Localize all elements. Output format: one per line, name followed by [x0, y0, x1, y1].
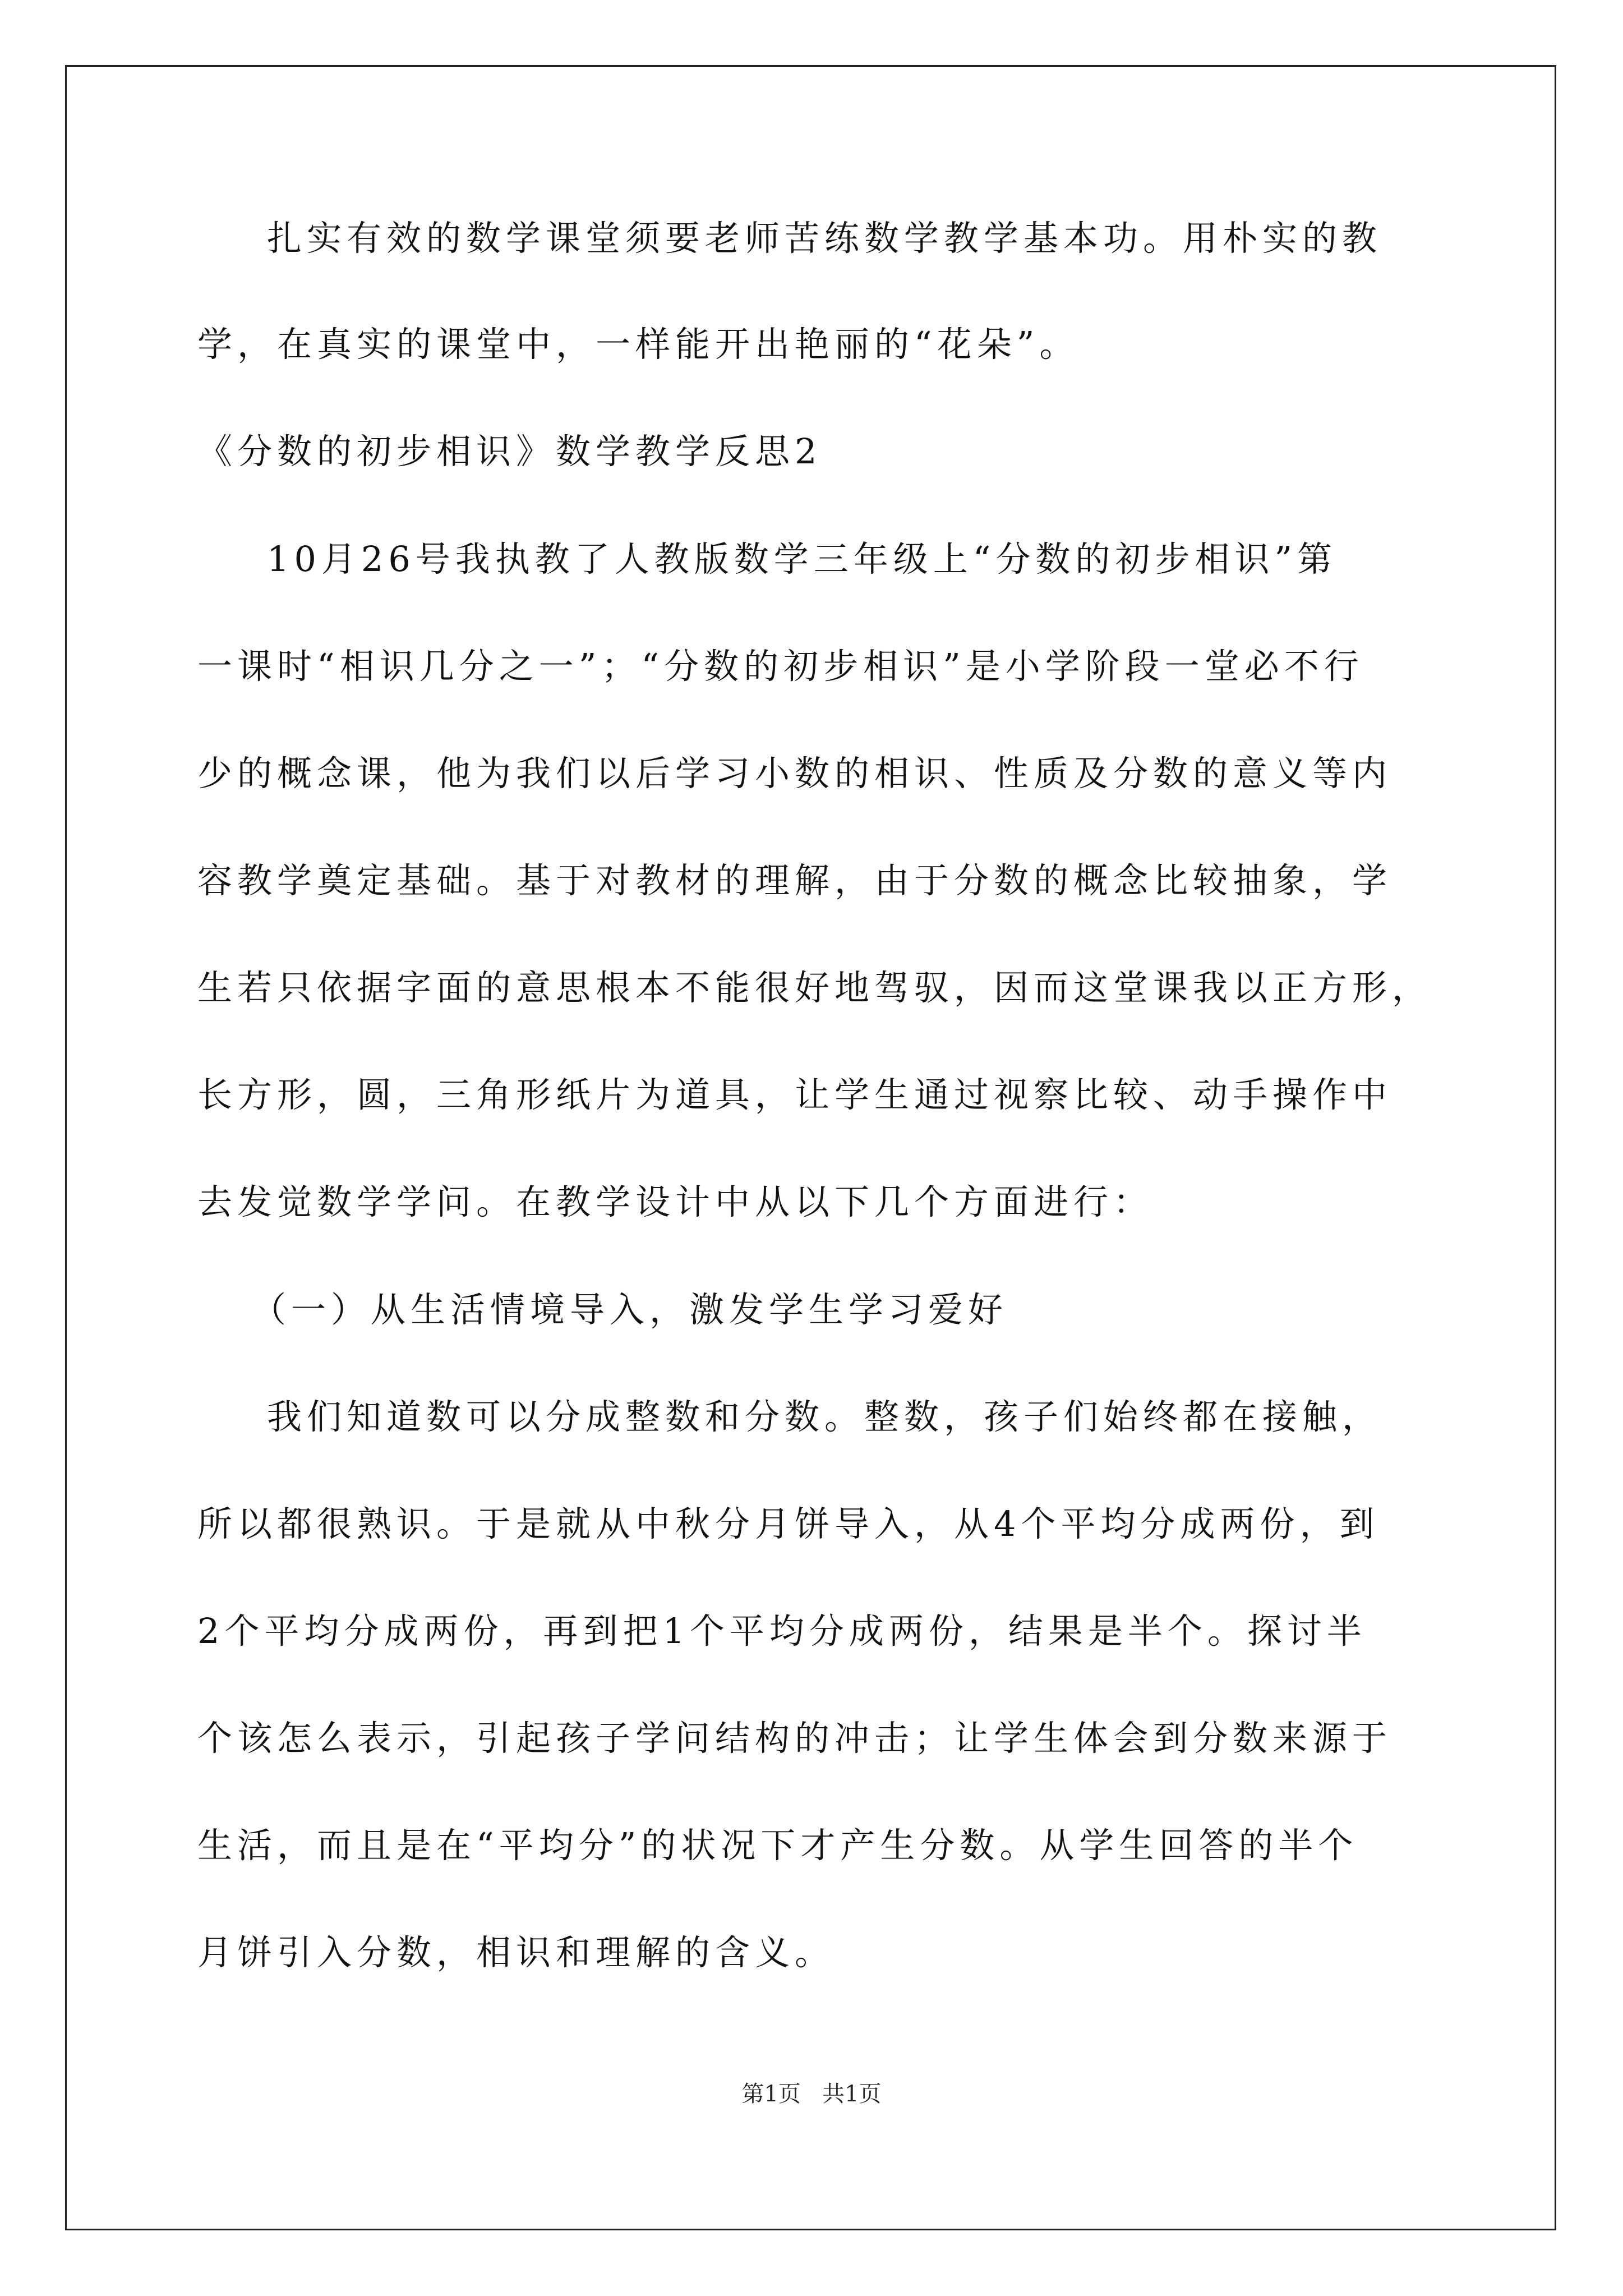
paragraph-3-line-1: 我们知道数可以分成整数和分数。整数，孩子们始终都在接触， — [267, 1396, 1382, 1437]
paragraph-1-line-1: 扎实有效的数学课堂须要老师苦练数学教学基本功。用朴实的教 — [267, 218, 1382, 259]
paragraph-2-line-2: 一课时“相识几分之一”；“分数的初步相识”是小学阶段一堂必不行 — [197, 646, 1364, 687]
subsection-heading: （一）从生活情境导入，激发学生学习爱好 — [251, 1289, 1008, 1330]
paragraph-3-line-3: 2个平均分成两份，再到把1个平均分成两份，结果是半个。探讨半 — [197, 1611, 1367, 1651]
paragraph-2-line-3: 少的概念课，他为我们以后学习小数的相识、性质及分数的意义等内 — [197, 753, 1393, 794]
page-border — [65, 65, 1556, 2230]
paragraph-3-line-2: 所以都很熟识。于是就从中秋分月饼导入，从4个平均分成两份，到 — [197, 1503, 1380, 1544]
section-title: 《分数的初步相识》数学教学反思2 — [197, 431, 822, 472]
paragraph-2-line-1: 10月26号我执教了人教版数学三年级上“分数的初步相识”第 — [267, 539, 1338, 579]
paragraph-2-line-5: 生若只依据字面的意思根本不能很好地驾驭，因而这堂课我以正方形， — [197, 967, 1432, 1008]
page-number-footer: 第1页 共1页 — [741, 2081, 882, 2107]
paragraph-3-line-6: 月饼引入分数，相识和理解的含义。 — [197, 1932, 835, 1973]
paragraph-1-line-2: 学，在真实的课堂中，一样能开出艳丽的“花朵”。 — [197, 324, 1080, 365]
paragraph-3-line-5: 生活，而且是在“平均分”的状况下才产生分数。从学生回答的半个 — [197, 1825, 1358, 1866]
paragraph-2-line-7: 去发觉数学学问。在教学设计中从以下几个方面进行： — [197, 1181, 1154, 1222]
paragraph-2-line-4: 容教学奠定基础。基于对教材的理解，由于分数的概念比较抽象，学 — [197, 860, 1393, 901]
paragraph-2-line-6: 长方形，圆，三角形纸片为道具，让学生通过视察比较、动手操作中 — [197, 1074, 1393, 1115]
paragraph-3-line-4: 个该怎么表示，引起孩子学问结构的冲击；让学生体会到分数来源于 — [197, 1718, 1393, 1759]
